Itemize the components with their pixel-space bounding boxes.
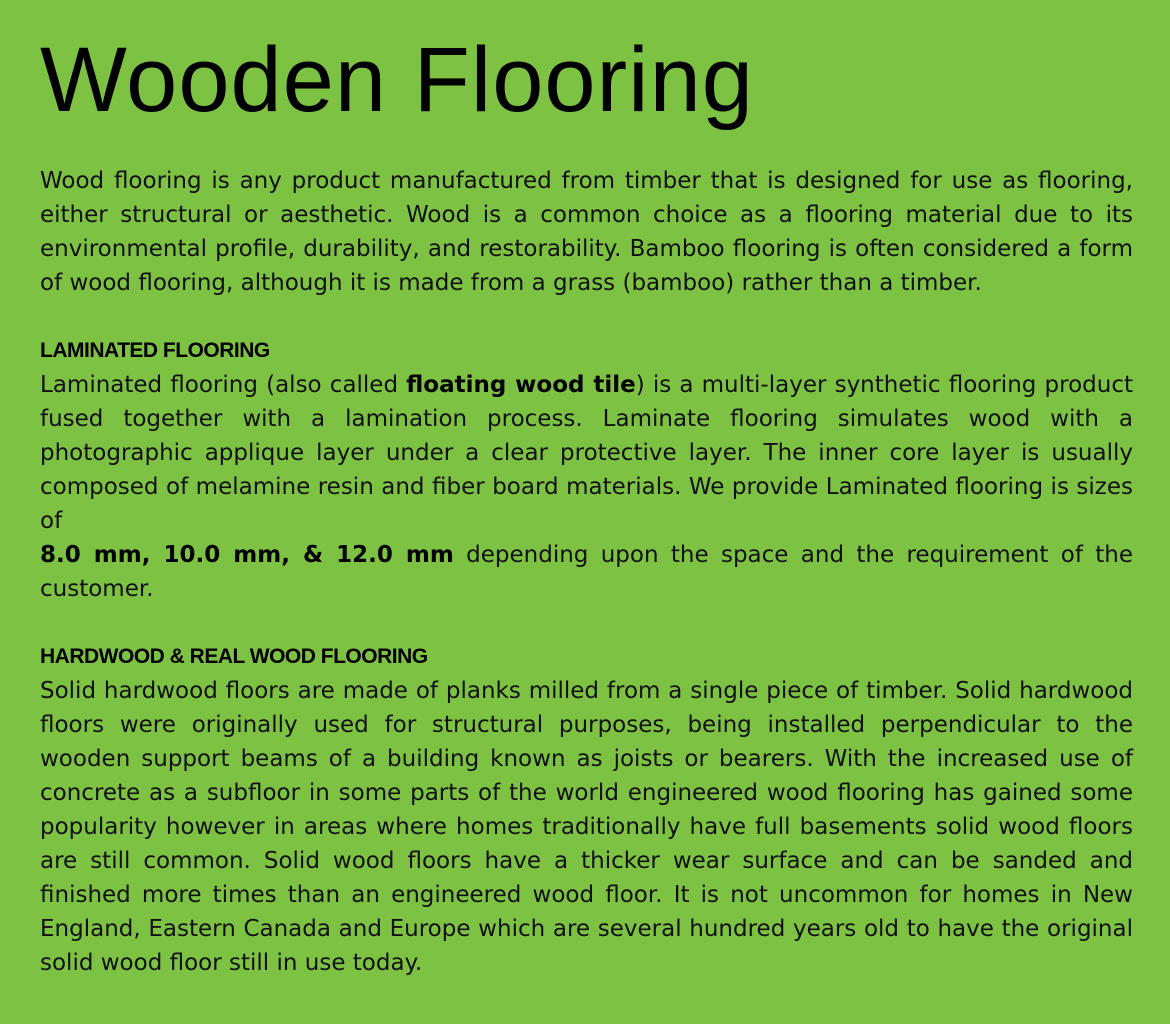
laminated-paragraph [40, 368, 1133, 538]
hardwood-heading: HARDWOOD & REAL WOOD FLOORING [40, 645, 428, 668]
laminated-sizes-paragraph [40, 538, 1133, 606]
section-spacer [40, 606, 1133, 640]
page-title: Wooden Flooring [40, 29, 754, 131]
laminated-sizes: 8.0 mm, 10.0 mm, & 12.0 mm [40, 542, 454, 568]
floating-wood-tile-term: floating wood tile [406, 372, 636, 398]
laminated-text-2: ) is a multi-layer synthetic flooring product fused together with a lamination process. Laminate flooring simulates wood with a photographic applique layer under a clear protective layer. The inner core layer is usually composed of melamine resin and fiber board materials. We provide Laminated flooring is sizes of [40, 372, 1133, 534]
section-spacer [40, 300, 1133, 334]
intro-paragraph: Wood flooring is any product manufactured from timber that is designed for use as flooring, either structural or aesthetic. Wood is a common choice as a flooring material due to its environmental profile, durability, and restorability. Bamboo flooring is often considered a form of wood flooring, although it is made from a grass (bamboo) rather than a timber. [40, 168, 1133, 296]
hardwood-paragraph: Solid hardwood floors are made of planks milled from a single piece of timber. Solid hardwood floors were originally used for structural purposes, being installed perpendicular to the wooden support beams of a building known as joists or bearers. With the increased use of concrete as a subfloor in some parts of the world engineered wood flooring has gained some popularity however in areas where homes traditionally have full basements solid wood floors are still common. Solid wood floors have a thicker wear surface and can be sanded and finished more times than an engineered wood floor. It is not uncommon for homes in New England, Eastern Canada and Europe which are several hundred years old to have the original solid wood floor still in use today. [40, 678, 1133, 976]
laminated-sizes-text: depending upon the space and the requirement of the customer. [40, 542, 1133, 602]
laminated-text-1: Laminated flooring (also called [40, 372, 407, 398]
laminated-heading: LAMINATED FLOORING [40, 339, 270, 362]
